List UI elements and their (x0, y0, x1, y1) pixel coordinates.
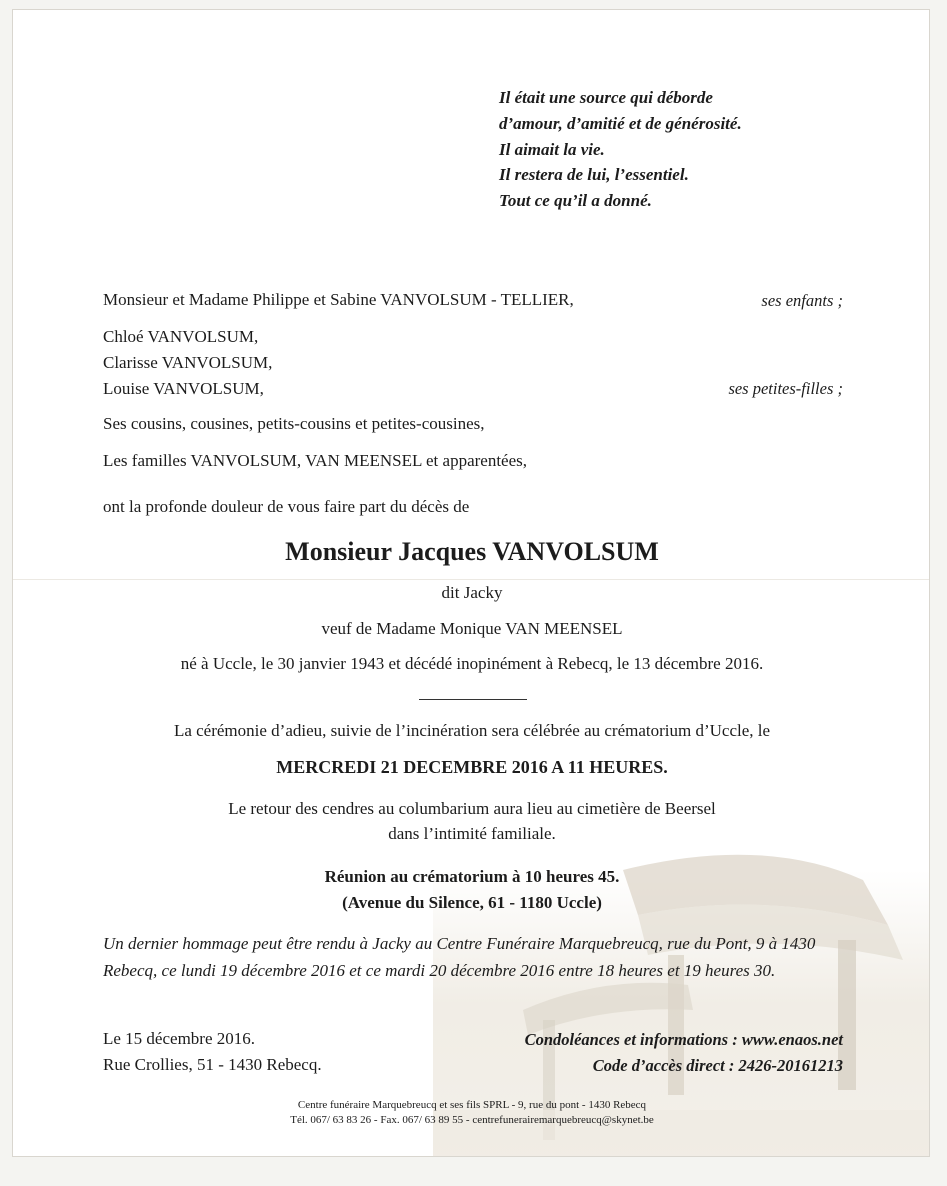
condolences-line: Condoléances et informations : www.enaos.net (524, 1030, 843, 1049)
widower-line: veuf de Madame Monique VAN MEENSEL (321, 619, 623, 638)
signoff-date: Le 15 décembre 2016. (103, 1029, 255, 1048)
footer-line-1: Centre funéraire Marquebreucq et ses fils SPRL - 9, rue du pont - 1430 Rebecq (297, 1099, 647, 1111)
ceremony-intro: La cérémonie d’adieu, suivie de l’incinération sera célébrée au crématorium d’Uccle, le (173, 721, 771, 740)
signoff-address: Rue Crollies, 51 - 1430 Rebecq. (103, 1055, 322, 1074)
children-names: Monsieur et Madame Philippe et Sabine VANVOLSUM - TELLIER, (103, 290, 574, 309)
epitaph-poem (499, 85, 742, 214)
divider (419, 699, 527, 700)
grandchild-name: Louise VANVOLSUM, (103, 379, 264, 398)
deceased-nickname: dit Jacky (441, 583, 503, 602)
poem-line: Tout ce qu’il a donné. (499, 191, 652, 211)
obituary-notice (12, 9, 930, 1157)
families-line: Les familles VANVOLSUM, VAN MEENSEL et apparentées, (103, 451, 528, 470)
funeral-home-footer (13, 1098, 930, 1128)
announcement-line: ont la profonde douleur de vous faire part du décès de (103, 497, 470, 516)
deceased-name: Monsieur Jacques VANVOLSUM (285, 537, 659, 566)
access-code-line: Code d’accès direct : 2426-20161213 (592, 1056, 843, 1075)
contact-info (525, 1027, 843, 1079)
signoff (103, 1026, 322, 1078)
children-role: ses enfants ; (761, 291, 843, 310)
cousins-line: Ses cousins, cousines, petits-cousins et petites-cousines, (103, 414, 485, 433)
poem-line: Il restera de lui, l’essentiel. (499, 165, 689, 185)
poem-line: d’amour, d’amitié et de générosité. (499, 113, 742, 133)
fold-line (13, 579, 929, 580)
meeting-line-2: (Avenue du Silence, 61 - 1180 Uccle) (342, 893, 602, 912)
footer-line-2: Tél. 067/ 63 83 26 - Fax. 067/ 63 89 55 - centrefunerairemarquebreucq@skynet.be (290, 1114, 654, 1126)
grandchildren-list (103, 324, 272, 402)
poem-line: Il aimait la vie. (499, 139, 605, 159)
grandchild-name: Chloé VANVOLSUM, (103, 327, 259, 346)
poem-line: Il était une source qui déborde (499, 88, 713, 107)
ashes-line-1: Le retour des cendres au columbarium aura lieu au cimetière de Beersel (228, 799, 716, 818)
birth-death-line: né à Uccle, le 30 janvier 1943 et décédé inopinément à Rebecq, le 13 décembre 2016. (180, 654, 764, 673)
hommage-paragraph: Un dernier hommage peut être rendu à Jacky au Centre Funéraire Marquebreucq, rue du Pont, 9 à 1430 Rebecq, ce lundi 19 décembre 2016 et ce mardi 20 décembre 2016 entre 18 heures et 19 heures 30. (103, 934, 816, 980)
grandchildren-role: ses petites-filles ; (728, 379, 843, 398)
ashes-line-2: dans l’intimité familiale. (388, 824, 556, 843)
ceremony-datetime: MERCREDI 21 DECEMBRE 2016 A 11 HEURES. (276, 757, 668, 777)
grandchild-name: Clarisse VANVOLSUM, (103, 353, 273, 372)
meeting-line-1: Réunion au crématorium à 10 heures 45. (324, 867, 620, 886)
